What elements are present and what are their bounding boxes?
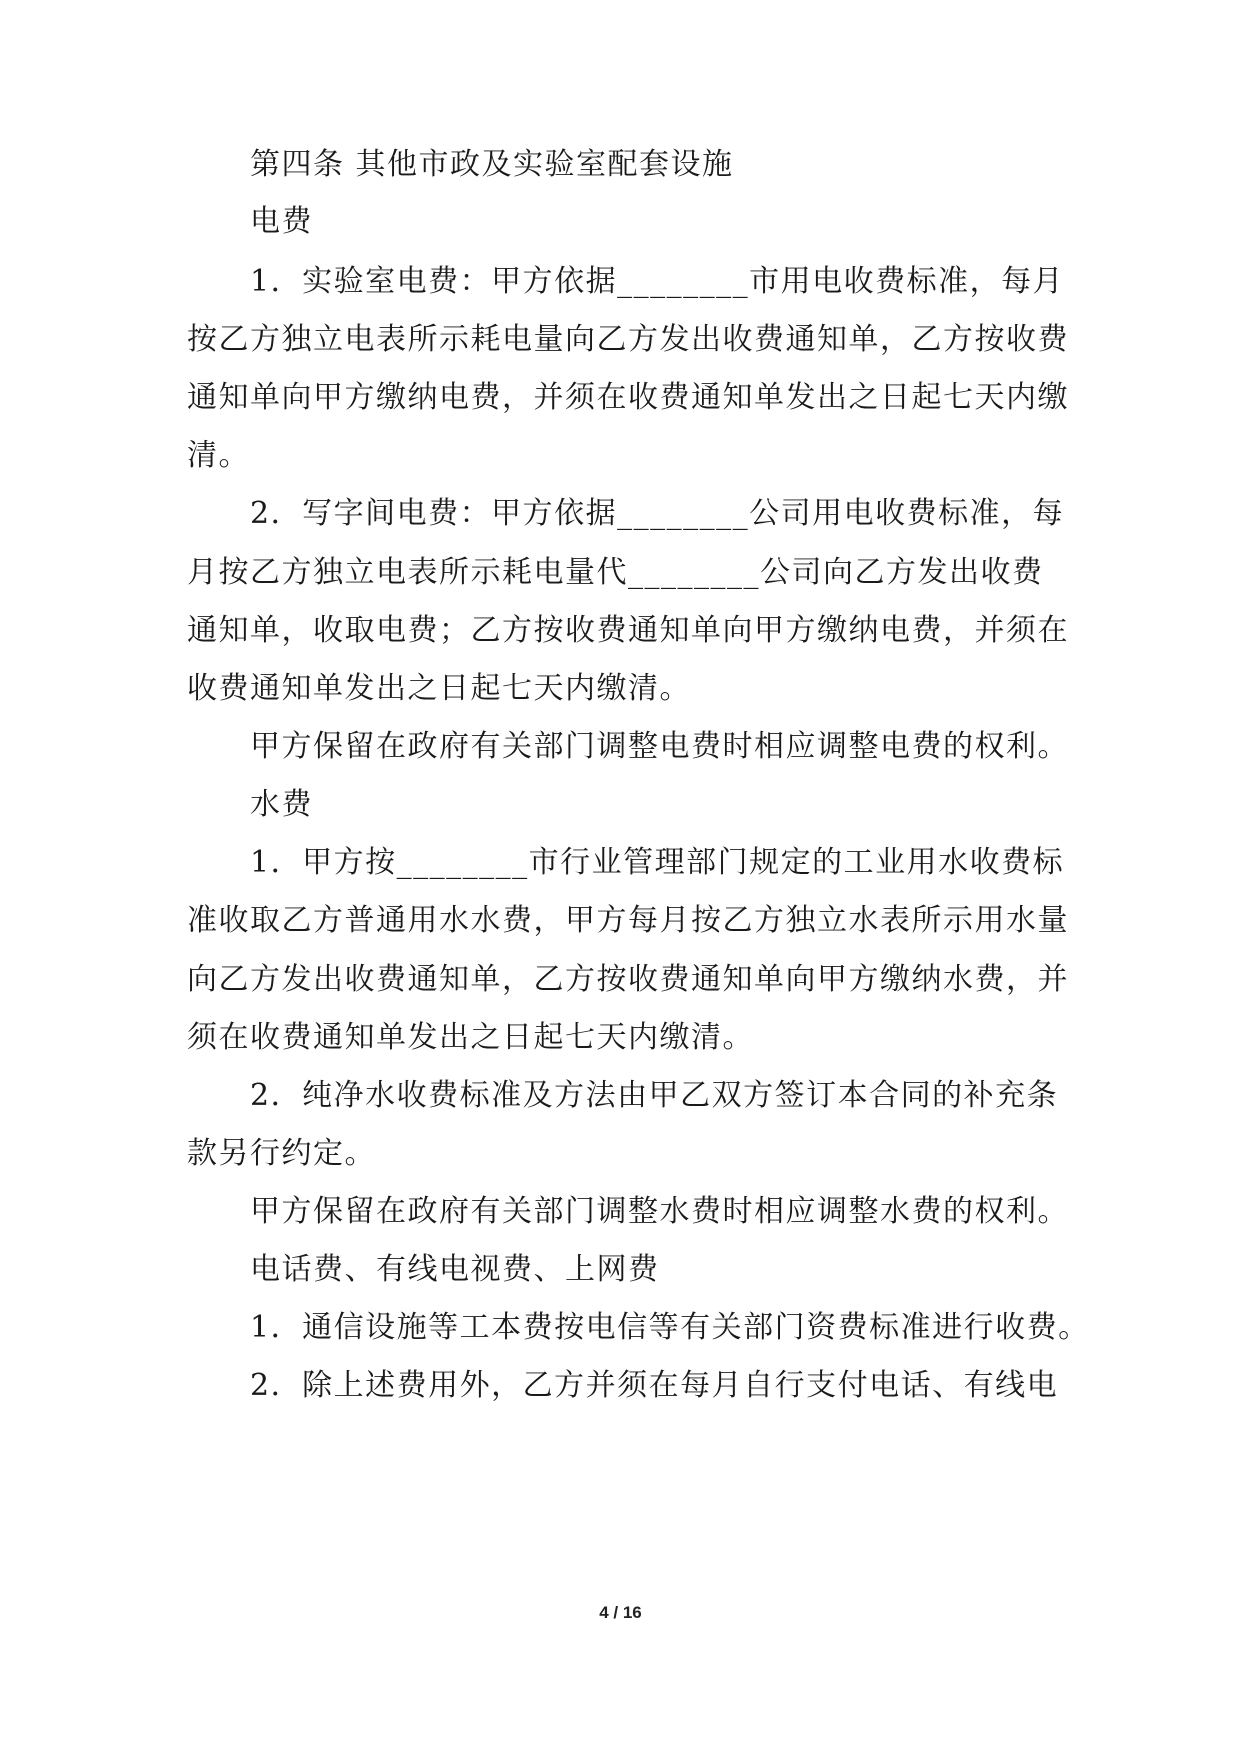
paragraph-line: 通知单，收取电费；乙方按收费通知单向甲方缴纳电费，并须在	[187, 613, 1069, 648]
paragraph-line: 1．实验室电费：甲方依据________市用电收费标准，每月	[250, 264, 1065, 299]
section-heading-electricity: 电费	[250, 204, 313, 239]
paragraph-line: 向乙方发出收费通知单，乙方按收费通知单向甲方缴纳水费，并	[187, 962, 1069, 997]
paragraph-line: 收费通知单发出之日起七天内缴清。	[187, 671, 691, 706]
section-heading-telecom: 电话费、有线电视费、上网费	[250, 1252, 660, 1287]
paragraph-line: 2．写字间电费：甲方依据________公司用电收费标准，每	[250, 496, 1065, 531]
page-number: 4 / 16	[599, 1603, 642, 1622]
paragraph-line: 通知单向甲方缴纳电费，并须在收费通知单发出之日起七天内缴	[187, 380, 1069, 415]
article-heading: 第四条 其他市政及实验室配套设施	[250, 147, 734, 182]
paragraph-line: 2．除上述费用外，乙方并须在每月自行支付电话、有线电	[250, 1368, 1059, 1403]
paragraph-line: 2．纯净水收费标准及方法由甲乙双方签订本合同的补充条	[250, 1078, 1059, 1113]
section-heading-water: 水费	[250, 787, 313, 822]
paragraph-line: 清。	[187, 438, 250, 473]
paragraph-line: 按乙方独立电表所示耗电量向乙方发出收费通知单，乙方按收费	[187, 322, 1069, 357]
paragraph-line: 1．通信设施等工本费按电信等有关部门资费标准进行收费。	[250, 1310, 1090, 1345]
paragraph-line: 须在收费通知单发出之日起七天内缴清。	[187, 1020, 754, 1055]
paragraph-line: 准收取乙方普通用水水费，甲方每月按乙方独立水表所示用水量	[187, 903, 1069, 938]
paragraph-line: 款另行约定。	[187, 1136, 376, 1171]
paragraph-line: 1．甲方按________市行业管理部门规定的工业用水收费标	[250, 845, 1065, 880]
paragraph-line: 甲方保留在政府有关部门调整电费时相应调整电费的权利。	[250, 729, 1069, 764]
paragraph-line: 甲方保留在政府有关部门调整水费时相应调整水费的权利。	[250, 1194, 1069, 1229]
paragraph-line: 月按乙方独立电表所示耗电量代________公司向乙方发出收费	[187, 555, 1044, 590]
